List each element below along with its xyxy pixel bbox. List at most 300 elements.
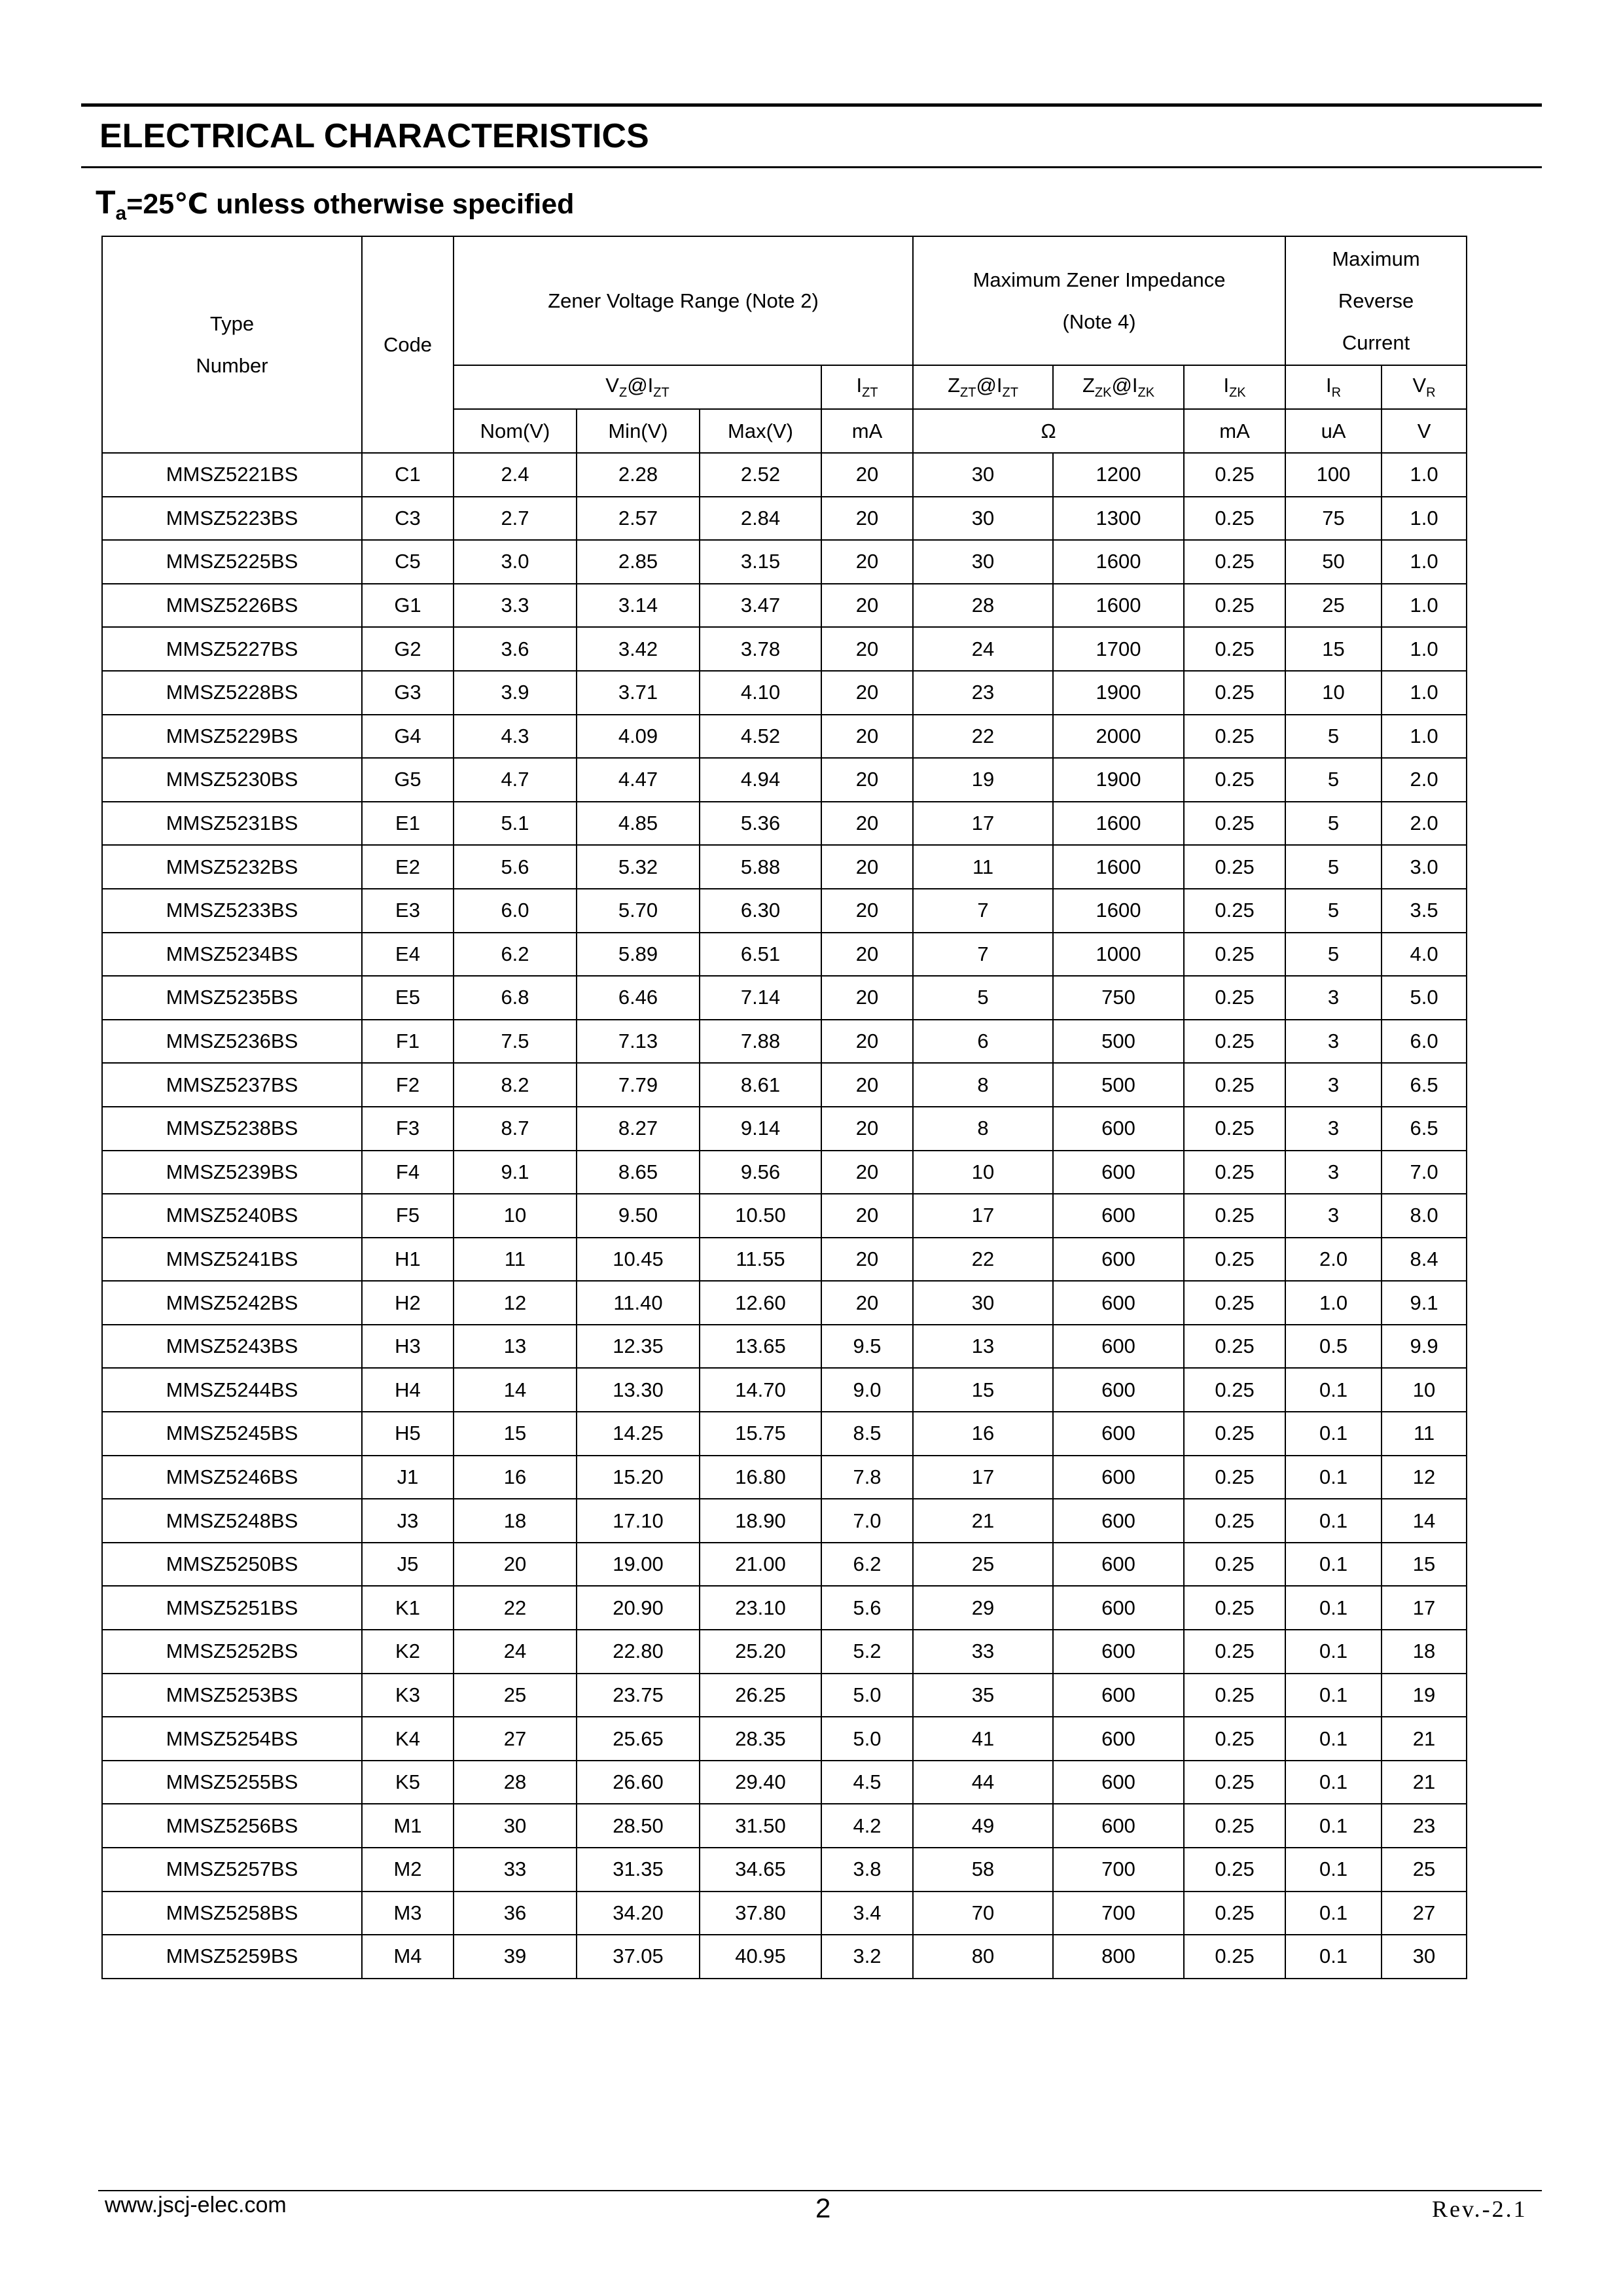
footer-revision: Rev.-2.1	[1432, 2196, 1527, 2222]
unit-izk: mA	[1184, 409, 1285, 453]
cell-izk: 0.25	[1184, 1107, 1285, 1151]
cell-vr: 1.0	[1382, 715, 1467, 759]
cell-vz-max: 9.56	[700, 1151, 821, 1194]
cell-code: E3	[362, 889, 454, 933]
table-header	[102, 236, 1467, 453]
condition-text: =25℃ unless otherwise specified	[126, 188, 575, 220]
cell-zzk: 600	[1053, 1586, 1184, 1630]
reverse-label-2: Reverse	[1338, 289, 1414, 312]
cell-type-number: MMSZ5241BS	[102, 1238, 362, 1282]
cell-code: M3	[362, 1892, 454, 1935]
cell-izk: 0.25	[1184, 889, 1285, 933]
cell-type-number: MMSZ5239BS	[102, 1151, 362, 1194]
cell-type-number: MMSZ5233BS	[102, 889, 362, 933]
header-max-zener-impedance	[913, 236, 1285, 365]
cell-ir: 0.1	[1285, 1804, 1382, 1848]
cell-izt: 20	[821, 1063, 913, 1107]
cell-vz-min: 10.45	[577, 1238, 700, 1282]
cell-vz-min: 5.89	[577, 933, 700, 977]
cell-zzt: 11	[913, 845, 1053, 889]
cell-ir: 0.1	[1285, 1412, 1382, 1456]
cell-zzt: 24	[913, 627, 1053, 671]
cell-code: J1	[362, 1456, 454, 1499]
table-row	[102, 1368, 1467, 1412]
cell-izt: 5.0	[821, 1717, 913, 1761]
cell-vr: 10	[1382, 1368, 1467, 1412]
cell-izt: 6.2	[821, 1543, 913, 1587]
cell-vz-nom: 16	[454, 1456, 577, 1499]
cell-ir: 5	[1285, 933, 1382, 977]
cell-type-number: MMSZ5229BS	[102, 715, 362, 759]
cell-vz-nom: 4.3	[454, 715, 577, 759]
cell-izk: 0.25	[1184, 1368, 1285, 1412]
cell-vz-min: 34.20	[577, 1892, 700, 1935]
cell-ir: 0.1	[1285, 1892, 1382, 1935]
table-row	[102, 1020, 1467, 1064]
cell-vz-min: 9.50	[577, 1194, 700, 1238]
cell-vz-min: 37.05	[577, 1935, 700, 1979]
cell-vr: 3.0	[1382, 845, 1467, 889]
cell-zzt: 17	[913, 802, 1053, 846]
unit-nom: Nom(V)	[454, 409, 577, 453]
cell-vz-max: 2.84	[700, 497, 821, 541]
unit-ohm: Ω	[913, 409, 1184, 453]
cell-vz-max: 14.70	[700, 1368, 821, 1412]
cell-vz-min: 28.50	[577, 1804, 700, 1848]
cell-vr: 9.1	[1382, 1281, 1467, 1325]
cell-zzk: 600	[1053, 1456, 1184, 1499]
cell-zzk: 1600	[1053, 889, 1184, 933]
cell-izt: 8.5	[821, 1412, 913, 1456]
cell-code: C3	[362, 497, 454, 541]
cell-vz-min: 22.80	[577, 1630, 700, 1674]
cell-type-number: MMSZ5236BS	[102, 1020, 362, 1064]
cell-code: E4	[362, 933, 454, 977]
cell-zzk: 1600	[1053, 802, 1184, 846]
cell-zzk: 500	[1053, 1020, 1184, 1064]
cell-vz-nom: 8.2	[454, 1063, 577, 1107]
cell-zzt: 70	[913, 1892, 1053, 1935]
cell-type-number: MMSZ5231BS	[102, 802, 362, 846]
cell-vz-nom: 33	[454, 1848, 577, 1892]
cell-code: E1	[362, 802, 454, 846]
header-izk: $I_{ZK}$	[1184, 365, 1285, 409]
cell-vz-max: 3.47	[700, 584, 821, 628]
cell-vz-min: 5.32	[577, 845, 700, 889]
cell-vr: 5.0	[1382, 976, 1467, 1020]
cell-type-number: MMSZ5221BS	[102, 453, 362, 497]
cell-izt: 20	[821, 1281, 913, 1325]
cell-vz-nom: 8.7	[454, 1107, 577, 1151]
cell-zzk: 600	[1053, 1107, 1184, 1151]
cell-code: F3	[362, 1107, 454, 1151]
cell-zzt: 25	[913, 1543, 1053, 1587]
table-row	[102, 453, 1467, 497]
cell-vz-min: 2.28	[577, 453, 700, 497]
cell-vz-nom: 6.2	[454, 933, 577, 977]
cell-vz-max: 7.88	[700, 1020, 821, 1064]
cell-izk: 0.25	[1184, 1586, 1285, 1630]
cell-vz-nom: 18	[454, 1499, 577, 1543]
table-body	[102, 453, 1467, 1979]
cell-zzk: 1000	[1053, 933, 1184, 977]
cell-vz-min: 6.46	[577, 976, 700, 1020]
unit-izt: mA	[821, 409, 913, 453]
cell-vz-nom: 36	[454, 1892, 577, 1935]
cell-zzk: 700	[1053, 1892, 1184, 1935]
cell-ir: 25	[1285, 584, 1382, 628]
cell-vr: 6.0	[1382, 1020, 1467, 1064]
cell-zzt: 30	[913, 497, 1053, 541]
cell-ir: 3	[1285, 1063, 1382, 1107]
cell-code: M1	[362, 1804, 454, 1848]
cell-ir: 0.1	[1285, 1586, 1382, 1630]
table-row	[102, 1456, 1467, 1499]
cell-izk: 0.25	[1184, 845, 1285, 889]
cell-type-number: MMSZ5230BS	[102, 758, 362, 802]
cell-vz-max: 12.60	[700, 1281, 821, 1325]
table-row	[102, 1107, 1467, 1151]
cell-izt: 20	[821, 976, 913, 1020]
cell-vz-max: 15.75	[700, 1412, 821, 1456]
cell-vz-min: 11.40	[577, 1281, 700, 1325]
cell-zzk: 1600	[1053, 540, 1184, 584]
cell-vr: 6.5	[1382, 1107, 1467, 1151]
cell-type-number: MMSZ5246BS	[102, 1456, 362, 1499]
cell-code: K3	[362, 1674, 454, 1717]
table-row	[102, 1892, 1467, 1935]
cell-vz-min: 7.13	[577, 1020, 700, 1064]
cell-ir: 3	[1285, 976, 1382, 1020]
cell-type-number: MMSZ5253BS	[102, 1674, 362, 1717]
table-row	[102, 1848, 1467, 1892]
cell-vz-min: 2.85	[577, 540, 700, 584]
cell-vz-max: 4.10	[700, 671, 821, 715]
cell-type-number: MMSZ5223BS	[102, 497, 362, 541]
cell-vr: 1.0	[1382, 540, 1467, 584]
cell-code: G4	[362, 715, 454, 759]
cell-zzk: 600	[1053, 1674, 1184, 1717]
cell-vz-nom: 30	[454, 1804, 577, 1848]
cell-zzk: 600	[1053, 1761, 1184, 1804]
cell-type-number: MMSZ5244BS	[102, 1368, 362, 1412]
unit-ir: uA	[1285, 409, 1382, 453]
cell-vz-max: 25.20	[700, 1630, 821, 1674]
cell-ir: 0.1	[1285, 1543, 1382, 1587]
table-row	[102, 1281, 1467, 1325]
cell-code: F1	[362, 1020, 454, 1064]
cell-vz-max: 37.80	[700, 1892, 821, 1935]
section-title: ELECTRICAL CHARACTERISTICS	[99, 117, 649, 155]
cell-vz-min: 12.35	[577, 1325, 700, 1369]
cell-code: G5	[362, 758, 454, 802]
cell-zzt: 33	[913, 1630, 1053, 1674]
cell-vr: 12	[1382, 1456, 1467, 1499]
cell-vz-nom: 12	[454, 1281, 577, 1325]
cell-vz-nom: 6.0	[454, 889, 577, 933]
cell-ir: 0.1	[1285, 1674, 1382, 1717]
table-row	[102, 1499, 1467, 1543]
cell-ir: 0.1	[1285, 1499, 1382, 1543]
cell-zzk: 1900	[1053, 671, 1184, 715]
cell-izt: 20	[821, 845, 913, 889]
cell-vz-nom: 10	[454, 1194, 577, 1238]
cell-code: K2	[362, 1630, 454, 1674]
electrical-characteristics-table	[101, 236, 1467, 1979]
cell-izk: 0.25	[1184, 1151, 1285, 1194]
footer-website: www.jscj-elec.com	[105, 2193, 287, 2217]
cell-zzt: 28	[913, 584, 1053, 628]
cell-vz-max: 23.10	[700, 1586, 821, 1630]
cell-zzt: 16	[913, 1412, 1053, 1456]
cell-type-number: MMSZ5242BS	[102, 1281, 362, 1325]
cell-type-number: MMSZ5254BS	[102, 1717, 362, 1761]
cell-zzk: 1900	[1053, 758, 1184, 802]
cell-izt: 20	[821, 889, 913, 933]
cell-zzk: 600	[1053, 1194, 1184, 1238]
cell-type-number: MMSZ5243BS	[102, 1325, 362, 1369]
cell-zzk: 750	[1053, 976, 1184, 1020]
cell-vz-nom: 7.5	[454, 1020, 577, 1064]
cell-vz-nom: 4.7	[454, 758, 577, 802]
cell-izt: 20	[821, 933, 913, 977]
cell-vz-min: 8.27	[577, 1107, 700, 1151]
cell-vz-nom: 3.0	[454, 540, 577, 584]
table-row	[102, 497, 1467, 541]
cell-zzt: 41	[913, 1717, 1053, 1761]
cell-izt: 3.8	[821, 1848, 913, 1892]
cell-vz-nom: 27	[454, 1717, 577, 1761]
cell-code: F4	[362, 1151, 454, 1194]
reverse-label-3: Current	[1342, 331, 1410, 354]
cell-izt: 3.2	[821, 1935, 913, 1979]
cell-zzk: 600	[1053, 1368, 1184, 1412]
table-row	[102, 715, 1467, 759]
cell-izk: 0.25	[1184, 540, 1285, 584]
unit-max: Max(V)	[700, 409, 821, 453]
cell-vz-min: 8.65	[577, 1151, 700, 1194]
cell-ir: 5	[1285, 715, 1382, 759]
header-vr: $V_R$	[1382, 365, 1467, 409]
cell-zzt: 29	[913, 1586, 1053, 1630]
cell-izt: 20	[821, 540, 913, 584]
cell-izk: 0.25	[1184, 1281, 1285, 1325]
cell-code: H2	[362, 1281, 454, 1325]
cell-vz-max: 40.95	[700, 1935, 821, 1979]
cell-ir: 3	[1285, 1151, 1382, 1194]
cell-zzt: 44	[913, 1761, 1053, 1804]
cell-zzk: 600	[1053, 1717, 1184, 1761]
cell-vr: 8.4	[1382, 1238, 1467, 1282]
header-izt: $I_{ZT}$	[821, 365, 913, 409]
cell-izk: 0.25	[1184, 933, 1285, 977]
cell-code: K1	[362, 1586, 454, 1630]
cell-code: M2	[362, 1848, 454, 1892]
cell-izk: 0.25	[1184, 453, 1285, 497]
cell-vz-max: 6.51	[700, 933, 821, 977]
table-row	[102, 976, 1467, 1020]
table-row	[102, 933, 1467, 977]
table-row	[102, 1804, 1467, 1848]
table-row	[102, 802, 1467, 846]
cell-vr: 11	[1382, 1412, 1467, 1456]
cell-zzt: 21	[913, 1499, 1053, 1543]
table-row	[102, 1586, 1467, 1630]
cell-izt: 20	[821, 1238, 913, 1282]
cell-vz-max: 8.61	[700, 1063, 821, 1107]
cell-izt: 4.2	[821, 1804, 913, 1848]
cell-izk: 0.25	[1184, 1543, 1285, 1587]
table-row	[102, 1717, 1467, 1761]
cell-zzk: 600	[1053, 1281, 1184, 1325]
cell-izk: 0.25	[1184, 1063, 1285, 1107]
cell-vr: 21	[1382, 1761, 1467, 1804]
cell-vz-max: 18.90	[700, 1499, 821, 1543]
cell-zzk: 1200	[1053, 453, 1184, 497]
cell-type-number: MMSZ5238BS	[102, 1107, 362, 1151]
cell-zzk: 600	[1053, 1804, 1184, 1848]
cell-zzt: 15	[913, 1368, 1053, 1412]
cell-vz-nom: 25	[454, 1674, 577, 1717]
cell-zzt: 7	[913, 889, 1053, 933]
cell-vz-min: 14.25	[577, 1412, 700, 1456]
cell-izt: 7.0	[821, 1499, 913, 1543]
cell-izk: 0.25	[1184, 1935, 1285, 1979]
header-ir: $I_R$	[1285, 365, 1382, 409]
cell-vz-max: 26.25	[700, 1674, 821, 1717]
cell-type-number: MMSZ5226BS	[102, 584, 362, 628]
cell-vz-min: 23.75	[577, 1674, 700, 1717]
cell-zzt: 8	[913, 1107, 1053, 1151]
cell-ir: 75	[1285, 497, 1382, 541]
cell-vz-min: 25.65	[577, 1717, 700, 1761]
cell-zzk: 600	[1053, 1499, 1184, 1543]
cell-code: G1	[362, 584, 454, 628]
cell-izt: 4.5	[821, 1761, 913, 1804]
table-row	[102, 1063, 1467, 1107]
cell-vr: 1.0	[1382, 584, 1467, 628]
cell-vz-nom: 15	[454, 1412, 577, 1456]
cell-izt: 20	[821, 497, 913, 541]
cell-izk: 0.25	[1184, 1892, 1285, 1935]
reverse-label-1: Maximum	[1332, 247, 1420, 270]
cell-izt: 20	[821, 671, 913, 715]
cell-zzk: 1700	[1053, 627, 1184, 671]
header-code: Code	[362, 236, 454, 453]
cell-zzt: 23	[913, 671, 1053, 715]
cell-vz-min: 17.10	[577, 1499, 700, 1543]
cell-zzt: 22	[913, 1238, 1053, 1282]
cell-izt: 3.4	[821, 1892, 913, 1935]
cell-izt: 20	[821, 1107, 913, 1151]
table-row	[102, 671, 1467, 715]
cell-vz-min: 13.30	[577, 1368, 700, 1412]
cell-izk: 0.25	[1184, 802, 1285, 846]
cell-vr: 9.9	[1382, 1325, 1467, 1369]
cell-vr: 1.0	[1382, 453, 1467, 497]
header-zzt-at-izt: $Z_{ZT}@I_{ZT}$	[913, 365, 1053, 409]
cell-vz-max: 34.65	[700, 1848, 821, 1892]
cell-zzt: 6	[913, 1020, 1053, 1064]
cell-izk: 0.25	[1184, 1412, 1285, 1456]
cell-izk: 0.25	[1184, 758, 1285, 802]
cell-vr: 30	[1382, 1935, 1467, 1979]
cell-vz-min: 5.70	[577, 889, 700, 933]
cell-izk: 0.25	[1184, 715, 1285, 759]
cell-vz-nom: 24	[454, 1630, 577, 1674]
table-row	[102, 758, 1467, 802]
cell-zzk: 600	[1053, 1543, 1184, 1587]
cell-ir: 0.1	[1285, 1848, 1382, 1892]
cell-code: K5	[362, 1761, 454, 1804]
cell-izt: 20	[821, 758, 913, 802]
cell-izk: 0.25	[1184, 1020, 1285, 1064]
cell-ir: 15	[1285, 627, 1382, 671]
cell-vz-nom: 2.7	[454, 497, 577, 541]
cell-ir: 0.1	[1285, 1717, 1382, 1761]
cell-izk: 0.25	[1184, 1499, 1285, 1543]
cell-vz-max: 4.94	[700, 758, 821, 802]
cell-zzt: 7	[913, 933, 1053, 977]
cell-zzt: 8	[913, 1063, 1053, 1107]
cell-vz-nom: 5.1	[454, 802, 577, 846]
cell-code: J3	[362, 1499, 454, 1543]
cell-vz-max: 9.14	[700, 1107, 821, 1151]
cell-type-number: MMSZ5235BS	[102, 976, 362, 1020]
cell-vz-min: 26.60	[577, 1761, 700, 1804]
cell-type-number: MMSZ5251BS	[102, 1586, 362, 1630]
cell-vz-nom: 6.8	[454, 976, 577, 1020]
cell-code: F2	[362, 1063, 454, 1107]
condition-subscript: a	[115, 202, 127, 224]
unit-min: Min(V)	[577, 409, 700, 453]
header-type-number	[102, 236, 362, 453]
cell-izk: 0.25	[1184, 976, 1285, 1020]
cell-ir: 3	[1285, 1194, 1382, 1238]
cell-izt: 9.0	[821, 1368, 913, 1412]
cell-zzt: 5	[913, 976, 1053, 1020]
cell-zzt: 58	[913, 1848, 1053, 1892]
cell-code: E5	[362, 976, 454, 1020]
cell-izk: 0.25	[1184, 1717, 1285, 1761]
cell-vz-max: 7.14	[700, 976, 821, 1020]
cell-vr: 2.0	[1382, 802, 1467, 846]
cell-vz-max: 3.78	[700, 627, 821, 671]
cell-zzk: 2000	[1053, 715, 1184, 759]
table-row	[102, 1674, 1467, 1717]
table-row	[102, 1935, 1467, 1979]
table-row	[102, 1761, 1467, 1804]
unit-vr: V	[1382, 409, 1467, 453]
table-row	[102, 1194, 1467, 1238]
cell-type-number: MMSZ5259BS	[102, 1935, 362, 1979]
cell-zzt: 35	[913, 1674, 1053, 1717]
cell-vr: 3.5	[1382, 889, 1467, 933]
cell-vz-nom: 28	[454, 1761, 577, 1804]
cell-zzt: 17	[913, 1456, 1053, 1499]
cell-ir: 0.1	[1285, 1761, 1382, 1804]
cell-vz-max: 5.36	[700, 802, 821, 846]
cell-vr: 14	[1382, 1499, 1467, 1543]
cell-zzk: 600	[1053, 1412, 1184, 1456]
cell-zzk: 700	[1053, 1848, 1184, 1892]
cell-vz-max: 29.40	[700, 1761, 821, 1804]
cell-vz-max: 13.65	[700, 1325, 821, 1369]
cell-izk: 0.25	[1184, 584, 1285, 628]
cell-vz-nom: 39	[454, 1935, 577, 1979]
cell-vr: 2.0	[1382, 758, 1467, 802]
table-row	[102, 1325, 1467, 1369]
